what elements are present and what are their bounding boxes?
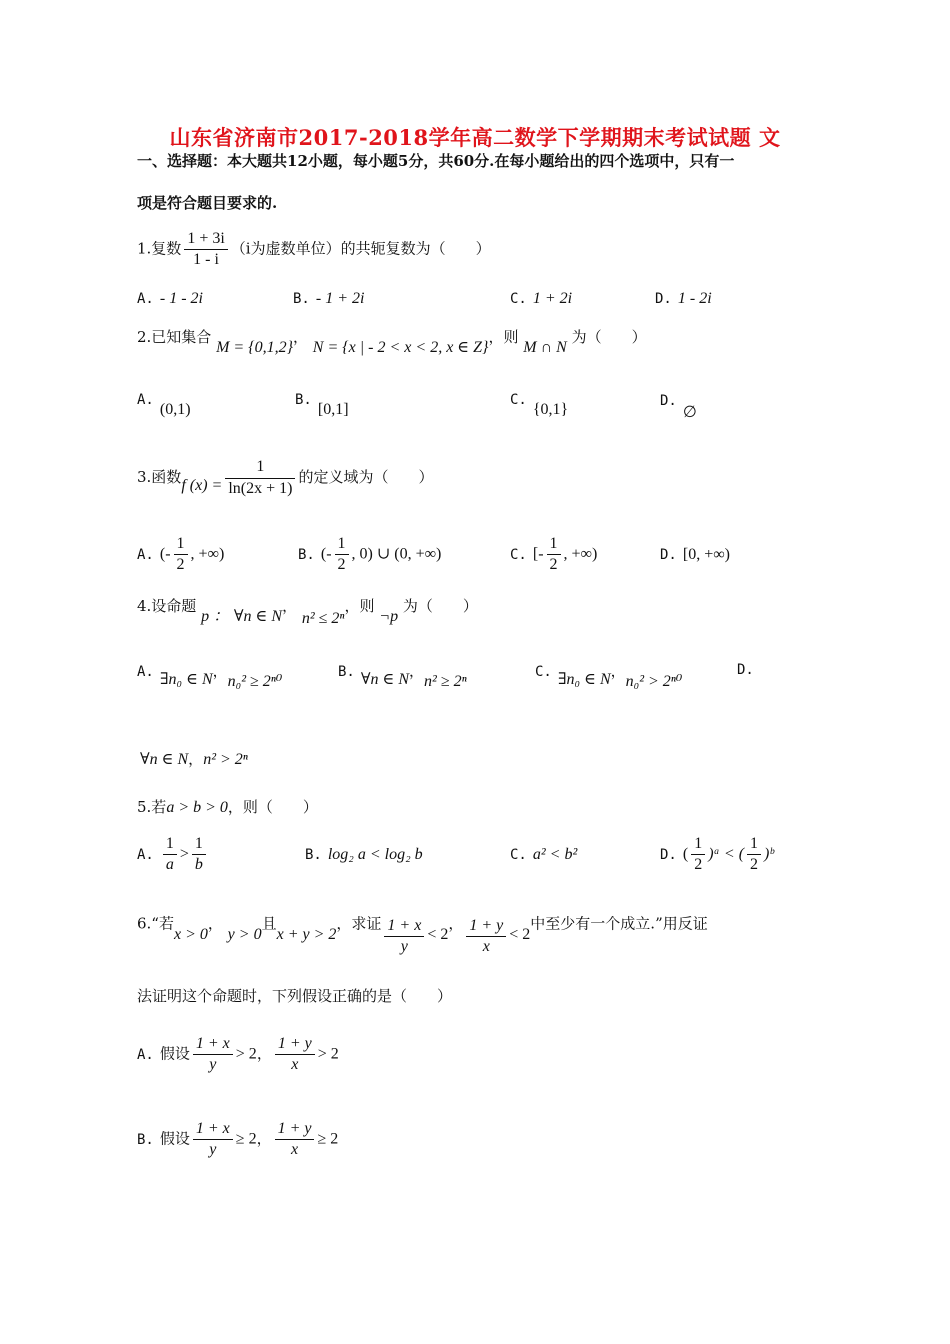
question-2: 2.已知集合 M = {0,1,2}， N = {x | - 2 < x < 2, x ∈ Z}，则 M ∩ N 为（ ）	[137, 328, 647, 356]
q4-option-b: B. ∀n ∈ N，n² ≥ 2ⁿ	[338, 662, 467, 690]
question-5: 5.若a > b > 0，则（ ）	[137, 798, 318, 816]
q5-option-b: B. log₂ a < log₂ b	[305, 846, 423, 863]
q1-option-d: D. 1 - 2i	[655, 290, 712, 307]
q3-option-b: B. (- $\frac{1}{2}$ , 0) ∪ (0, +∞)	[298, 535, 442, 573]
q4-option-d-label: D.	[737, 662, 754, 678]
q1-suffix: （i为虚数单位）的共轭复数为（ ）	[230, 239, 491, 258]
question-3: 3.函数f (x) = $\frac{1}{\ln(2x + 1)}$ 的定义域为（ ）	[137, 458, 434, 497]
q1-fraction	[184, 230, 227, 269]
document-title: 山东省济南市2017-2018学年高二数学下学期期末考试试题 文	[169, 125, 781, 150]
q3-fraction: $\frac{1}{\ln(2x + 1)}$	[225, 458, 295, 498]
q2-set-n: N = {x | - 2 < x < 2, x ∈ Z}	[312, 339, 489, 356]
q2-option-c: C.{0,1}	[510, 392, 569, 418]
q6-option-a: A. 假设 $\frac{1 + x}{y}$ > 2， $\frac{1 + y}{x}$ > 2	[137, 1035, 339, 1073]
q2-option-b: B.[0,1]	[295, 392, 349, 418]
q1-prefix: 1.复数	[137, 239, 182, 258]
q1-option-b: B. - 1 + 2i	[293, 290, 365, 307]
q2-set-m: M = {0,1,2}	[216, 339, 294, 356]
q3-option-c: C. [- $\frac{1}{2}$ , +∞)	[510, 535, 598, 573]
q4-option-c: C. ∃n₀ ∈ N，n₀² > 2ⁿ⁰	[535, 662, 683, 690]
q1-option-c: C. 1 + 2i	[510, 290, 573, 307]
q2-option-a: A.(0,1)	[137, 392, 191, 418]
question-6-line2: 法证明这个命题时，下列假设正确的是（ ）	[137, 987, 453, 1005]
q4-option-d: ∀n ∈ N，n² > 2ⁿ	[140, 750, 248, 768]
q6-option-b: B. 假设 $\frac{1 + x}{y}$ ≥ 2， $\frac{1 + y}{x}$ ≥ 2	[137, 1120, 339, 1158]
q3-option-d: D. [0, +∞)	[660, 546, 730, 563]
q1-numerator: 1 + 3i	[184, 230, 227, 250]
question-1	[137, 230, 491, 269]
section-header-line2: 项是符合题目要求的.	[137, 194, 278, 212]
q5-option-c: C. a² < b²	[510, 846, 578, 863]
q5-option-a: A. $\frac{1}{a}$ > $\frac{1}{b}$	[137, 835, 209, 874]
q1-option-a: A. - 1 - 2i	[137, 290, 203, 307]
q1-denominator: 1 - i	[193, 251, 219, 268]
q3-fx: f (x) =	[181, 477, 223, 494]
question-4: 4.设命题 p ： ∀n ∈ N， n² ≤ 2ⁿ，则 ¬p 为（ ）	[137, 597, 478, 627]
section-header-line1: 一、选择题：本大题共12小题，每小题5分，共60分.在每小题给出的四个选项中，只有一	[137, 152, 735, 170]
q3-option-a: A. (- $\frac{1}{2}$ , +∞)	[137, 535, 225, 573]
question-6: 6.“若x > 0， y > 0且x + y > 2，求证 $\frac{1 + x}{y}$ < 2， $\frac{1 + y}{x}$ < 2中至少有一个成立.”用反证	[137, 914, 708, 955]
q4-option-a: A. ∃n₀ ∈ N，n₀² ≥ 2ⁿ⁰	[137, 662, 283, 690]
q2-expr: M ∩ N	[523, 339, 567, 356]
q5-option-d: D. ( $\frac{1}{2}$ )ᵃ < ( $\frac{1}{2}$ )ᵇ	[660, 835, 774, 873]
q2-option-d: D.∅	[660, 393, 697, 421]
